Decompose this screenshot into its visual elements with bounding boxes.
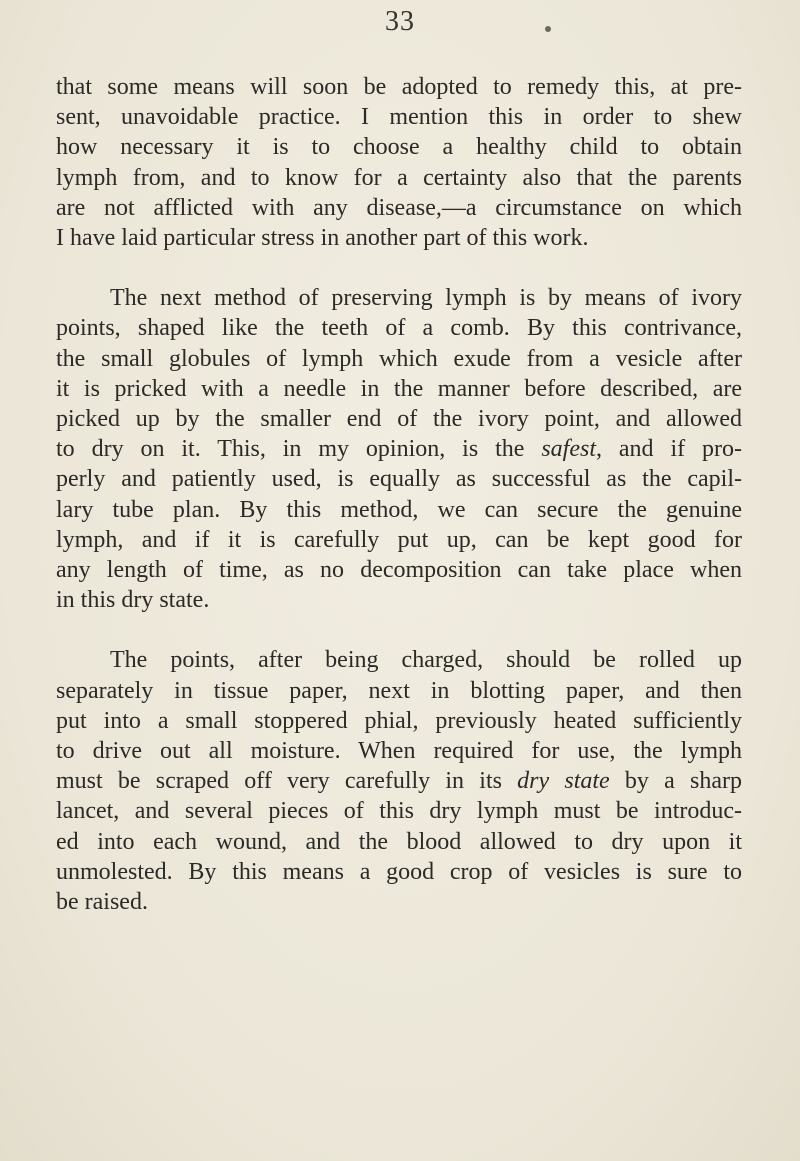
- text-run: by a sharp: [609, 768, 743, 795]
- text-line: lary tube plan. By this method, we can secure the genuine: [56, 496, 742, 523]
- print-speck: [545, 26, 551, 32]
- text-line: any length of time, as no decomposition can take place when: [56, 557, 742, 584]
- text-line: to drive out all moisture. When required for use, the lymph: [56, 738, 742, 765]
- text-line-mixed: [56, 766, 742, 796]
- body-text: [56, 72, 742, 947]
- text-line: the small globules of lymph which exude from a vesicle after: [56, 345, 742, 372]
- text-line: are not afflicted with any disease,—a circumstance on which: [56, 194, 742, 221]
- page-number: 33: [385, 6, 415, 37]
- text-line: perly and patiently used, is equally as successful as the capil-: [56, 466, 742, 493]
- text-line: be raised.: [56, 889, 148, 916]
- text-line: ed into each wound, and the blood allowed to dry upon it: [56, 828, 742, 855]
- text-line: lancet, and several pieces of this dry lymph must be introduc-: [56, 798, 742, 825]
- text-line: separately in tissue paper, next in blotting paper, and then: [56, 677, 742, 704]
- text-line: lymph from, and to know for a certainty also that the parents: [56, 164, 742, 191]
- paragraph-1: [56, 72, 742, 253]
- text-run: to dry on it. This, in my opinion, is the: [56, 436, 542, 463]
- text-line: The points, after being charged, should be rolled up: [110, 647, 742, 674]
- text-line: unmolested. By this means a good crop of vesicles is sure to: [56, 858, 742, 885]
- text-line: I have laid particular stress in another part of this work.: [56, 225, 589, 252]
- text-line: it is pricked with a needle in the manner before described, are: [56, 375, 742, 402]
- text-line: lymph, and if it is carefully put up, can be kept good for: [56, 526, 742, 553]
- paragraph-2: [56, 283, 742, 615]
- text-line: put into a small stoppered phial, previously heated sufficiently: [56, 707, 742, 734]
- paragraph-3: [56, 645, 742, 917]
- text-line-mixed: [56, 434, 742, 464]
- text-line: sent, unavoidable practice. I mention this in order to shew: [56, 104, 742, 131]
- text-run: must be scraped off very carefully in its: [56, 768, 518, 795]
- text-line: picked up by the smaller end of the ivory point, and allowed: [56, 406, 742, 433]
- text-line: how necessary it is to choose a healthy child to obtain: [56, 134, 742, 161]
- text-line: The next method of preserving lymph is by means of ivory: [110, 285, 742, 312]
- text-line: in this dry state.: [56, 587, 210, 614]
- text-line: that some means will soon be adopted to remedy this, at pre-: [56, 74, 742, 100]
- italic-emphasis: dry state: [517, 768, 610, 795]
- text-run: , and if pro-: [595, 436, 743, 463]
- italic-emphasis: safest: [541, 436, 596, 463]
- text-line: points, shaped like the teeth of a comb. By this contrivance,: [56, 315, 742, 342]
